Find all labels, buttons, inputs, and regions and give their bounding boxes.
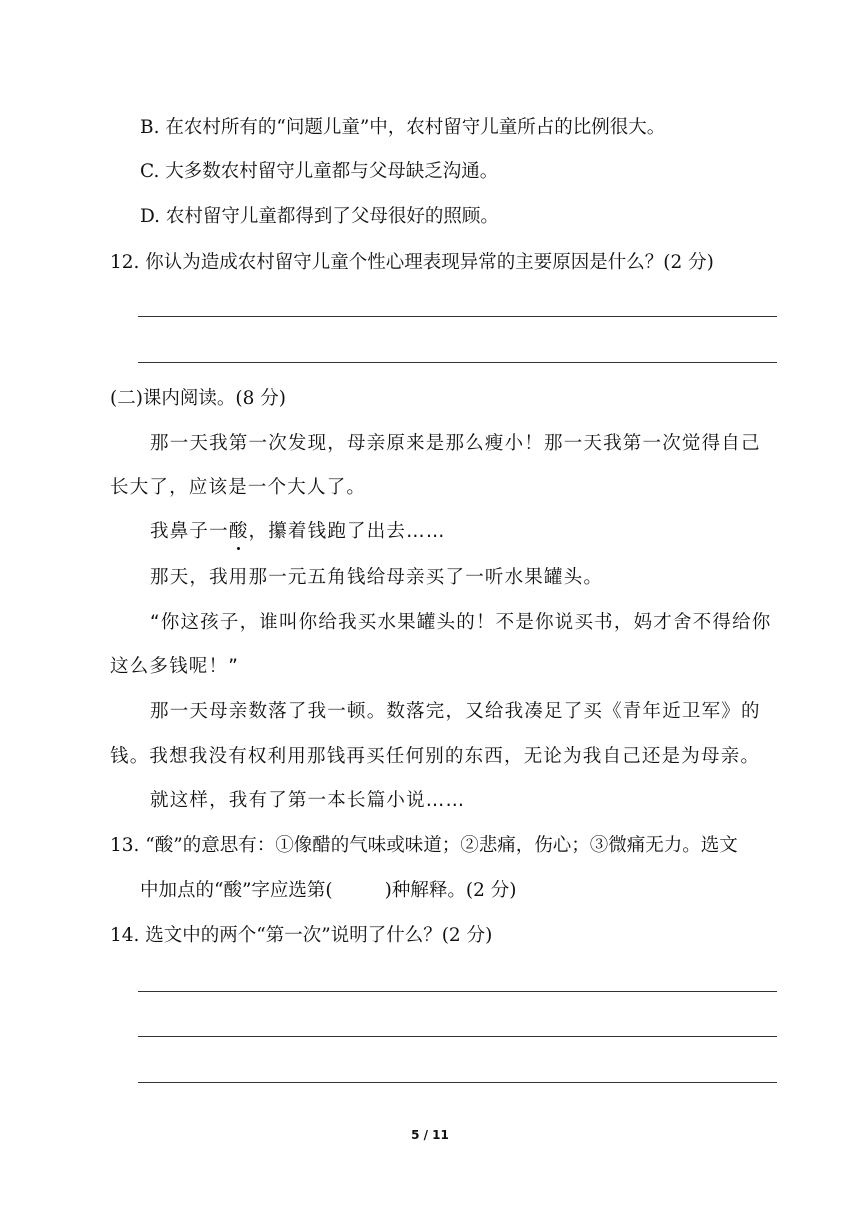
option-b: B. 在农村所有的“问题儿童”中，农村留守儿童所占的比例很大。: [140, 117, 666, 138]
dotted-char-suan: 酸: [229, 519, 249, 545]
answer-line-12-2[interactable]: [138, 362, 777, 363]
answer-line-14-3[interactable]: [138, 1082, 777, 1083]
answer-line-14-2[interactable]: [138, 1036, 777, 1037]
option-c: C. 大多数农村留守儿童都与父母缺乏沟通。: [140, 161, 499, 182]
question-13-line2-after: )种解释。(2 分): [384, 880, 517, 901]
passage-p4-line1: “你这孩子，谁叫你给我买水果罐头的！不是你说买书，妈才舍不得给你: [150, 612, 772, 633]
passage-p5-line1: 那一天母亲数落了我一顿。数落完，又给我凑足了买《青年近卫军》的: [150, 701, 761, 722]
page-number: 5 / 11: [411, 1128, 449, 1142]
question-14: 14. 选文中的两个“第一次”说明了什么？(2 分): [110, 925, 493, 946]
option-d: D. 农村留守儿童都得到了父母很好的照顾。: [140, 206, 499, 227]
question-13-line2: [140, 878, 516, 904]
passage-p4-line2: 这么多钱呢！”: [110, 656, 239, 677]
question-13-line2-before: 中加点的“酸”字应选第(: [140, 880, 333, 901]
answer-line-14-1[interactable]: [138, 991, 777, 992]
passage-p1-line2: 长大了，应该是一个大人了。: [110, 477, 367, 498]
passage-p2: [150, 519, 446, 545]
passage-p3: 那天，我用那一元五角钱给母亲买了一听水果罐头。: [150, 567, 604, 588]
passage-p1-line1: 那一天我第一次发现，母亲原来是那么瘦小！那一天我第一次觉得自己: [150, 433, 761, 454]
passage-p2-after: ，攥着钱跑了出去……: [248, 521, 446, 542]
answer-line-12-1[interactable]: [138, 316, 777, 317]
passage-p2-before: 我鼻子一: [150, 521, 229, 542]
question-13-line1: 13. “酸”的意思有：①像醋的气味或味道；②悲痛，伤心；③微痛无力。选文: [110, 835, 738, 856]
passage-p5-line2: 钱。我想我没有权利用那钱再买任何别的东西，无论为我自己还是为母亲。: [110, 746, 761, 767]
question-12: 12. 你认为造成农村留守儿童个性心理表现异常的主要原因是什么？(2 分): [110, 252, 714, 273]
passage-p6: 就这样，我有了第一本长篇小说……: [150, 790, 466, 811]
section-title-reading: (二)课内阅读。(8 分): [110, 388, 287, 409]
